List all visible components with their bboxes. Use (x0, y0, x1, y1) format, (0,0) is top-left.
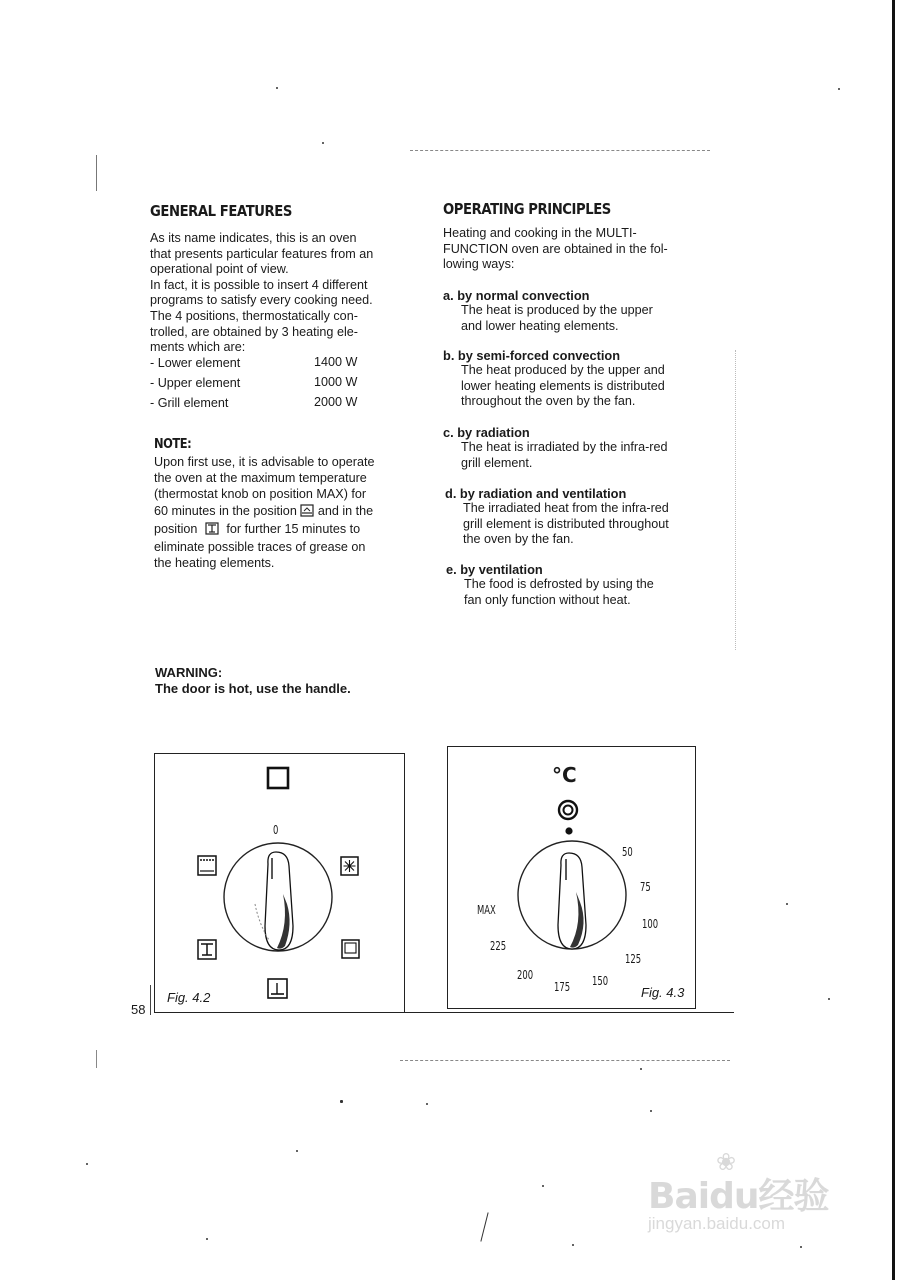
speck (572, 1244, 574, 1246)
speck (786, 903, 788, 905)
element-name: - Grill element (150, 396, 229, 410)
principle-item (445, 486, 705, 548)
baidu-url-watermark: jingyan.baidu.com (648, 1214, 786, 1233)
top-divider (410, 150, 710, 151)
element-name: - Lower element (150, 356, 241, 370)
text-line: (thermostat knob on position MAX) for (154, 487, 367, 502)
principle-title: b. by semi-forced convection (443, 348, 621, 363)
scale-label-175: 175 (554, 979, 571, 994)
principle-title: d. by radiation and ventilation (445, 486, 627, 501)
figure-caption: Fig. 4.3 (641, 985, 685, 1000)
principle-line: lower heating elements is distributed (461, 378, 665, 393)
text-line: Heating and cooking in the MULTI- (443, 226, 637, 240)
speck (322, 142, 324, 144)
principle-title: e. by ventilation (446, 562, 543, 577)
principle-line: The irradiated heat from the infra-red (463, 501, 669, 515)
figure-caption: Fig. 4.2 (167, 990, 211, 1005)
principle-line: grill element is distributed throughout (463, 516, 669, 531)
principle-title: c. by radiation (443, 425, 530, 440)
text-fragment: and in the (317, 503, 374, 518)
bottom-divider (400, 1060, 730, 1061)
scale-label-75: 75 (640, 879, 651, 894)
text-line: The 4 positions, thermostatically con- (150, 308, 358, 323)
page-number: 58 (131, 1002, 146, 1017)
speck (296, 1150, 298, 1152)
text-line: that presents particular features from an (150, 246, 374, 261)
speck (800, 1246, 802, 1248)
text-line: the oven at the maximum temperature (154, 471, 367, 486)
fan-grill-symbol-icon (205, 522, 219, 539)
principle-line: The heat produced by the upper and (461, 363, 665, 377)
speck (650, 1110, 652, 1112)
element-power: 1000 W (314, 375, 358, 389)
figure-4-3-thermostat (447, 746, 696, 1009)
principle-title: a. by normal convection (443, 288, 590, 303)
text-line: ments which are: (150, 340, 246, 355)
left-border-line (150, 985, 151, 1015)
left-margin-mark-2 (96, 1050, 97, 1068)
principle-line: and lower heating elements. (461, 318, 619, 333)
right-dotted-mark (735, 350, 736, 650)
baidu-logo-text: Baidu经验 (648, 1176, 829, 1217)
general-features-heading: GENERAL FEATURES (150, 202, 292, 220)
speck (86, 1163, 88, 1165)
speck (340, 1100, 343, 1103)
pen-stroke (480, 1212, 488, 1241)
principle-item (443, 425, 703, 471)
speck (206, 1238, 208, 1240)
off-position-label: 0 (273, 822, 279, 837)
text-line: In fact, it is possible to insert 4 different (150, 277, 368, 292)
speck (640, 1068, 642, 1070)
principle-line: the oven by the fan. (463, 532, 574, 547)
function-knob-drawing (155, 754, 406, 1014)
warning-text: The door is hot, use the handle. (155, 681, 351, 696)
text-line: eliminate possible traces of grease on (154, 540, 366, 555)
principle-item (443, 288, 703, 334)
figure-4-2-function-selector (154, 753, 405, 1013)
general-features-paragraph (150, 231, 405, 356)
text-line: FUNCTION oven are obtained in the fol- (443, 241, 668, 256)
note-paragraph (154, 454, 409, 571)
scale-label-200: 200 (517, 967, 534, 982)
element-name: - Upper element (150, 376, 241, 390)
left-margin-mark (96, 155, 97, 191)
principle-line: The heat is produced by the upper (461, 303, 653, 317)
element-power: 1400 W (314, 355, 358, 369)
note-heading: NOTE: (154, 437, 192, 452)
scale-label-50: 50 (622, 844, 633, 859)
text-fragment: for further 15 minutes to (226, 521, 361, 536)
operating-intro (443, 226, 698, 273)
baidu-paw-icon: ❀ (716, 1149, 737, 1176)
speck (542, 1185, 544, 1187)
text-line: programs to satisfy every cooking need. (150, 293, 373, 308)
operating-principles-heading: OPERATING PRINCIPLES (443, 200, 611, 218)
scale-label-225: 225 (490, 938, 507, 953)
text-line (154, 503, 409, 521)
text-line: trolled, are obtained by 3 heating ele- (150, 324, 358, 339)
text-line: As its name indicates, this is an oven (150, 231, 357, 245)
baidu-logo-watermark (648, 1168, 828, 1219)
principle-line: throughout the oven by the fan. (461, 394, 636, 409)
speck (276, 87, 278, 89)
text-line: operational point of view. (150, 262, 289, 277)
warning-title: WARNING: (155, 665, 223, 680)
scale-label-125: 125 (625, 951, 642, 966)
scale-label-100: 100 (642, 916, 659, 931)
upper-lower-grill-symbol-icon (300, 504, 314, 521)
principle-item (443, 348, 703, 410)
speck (838, 88, 840, 90)
principle-line: grill element. (461, 455, 533, 470)
scale-label-max: MAX (477, 902, 496, 917)
element-power: 2000 W (314, 395, 358, 409)
principle-line: The food is defrosted by using the (464, 577, 654, 591)
principle-item (446, 562, 706, 608)
text-line: lowing ways: (443, 257, 515, 272)
celsius-unit-label: °C (552, 763, 577, 787)
principle-line: The heat is irradiated by the infra-red (461, 440, 668, 454)
speck (828, 998, 830, 1000)
text-fragment: 60 minutes in the position (154, 503, 297, 518)
scale-label-150: 150 (592, 973, 609, 988)
text-line: the heating elements. (154, 556, 275, 571)
text-line (154, 521, 409, 539)
speck (426, 1103, 428, 1105)
principle-line: fan only function without heat. (464, 592, 631, 607)
text-line: Upon first use, it is advisable to operate (154, 455, 375, 469)
right-page-edge (892, 0, 895, 1280)
text-fragment: position (154, 521, 198, 536)
warning-block (155, 665, 351, 697)
